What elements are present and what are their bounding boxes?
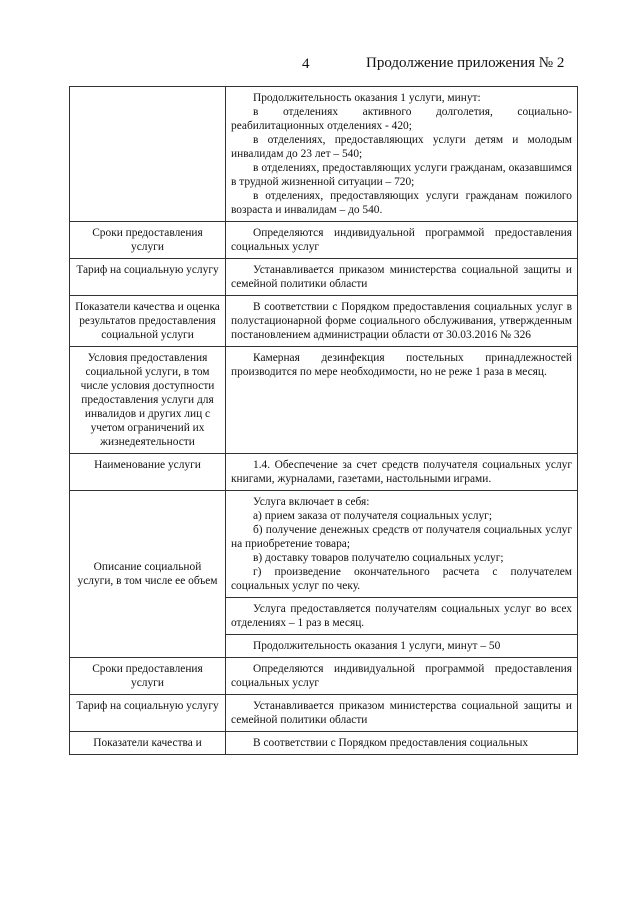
row-label-cell: Тариф на социальную услугу [70, 259, 226, 296]
table-row [70, 259, 578, 296]
table-row [70, 695, 578, 732]
row-label-cell: Наименование услуги [70, 454, 226, 491]
row-value-text: В соответствии с Порядком предоставления социальных [253, 737, 529, 749]
duration-short-text: Продолжительность оказания 1 услуги, минут – 50 [253, 640, 501, 652]
table-row [70, 454, 578, 491]
row-value-text: Устанавливается приказом министерства социальной защиты и семейной политики области [231, 700, 572, 726]
frequency-cell [226, 598, 578, 635]
row-label-cell [70, 87, 226, 222]
description-line: г) произведение окончательного расчета с получателем социальных услуг по чеку. [231, 566, 572, 592]
table-row [70, 658, 578, 695]
service-name-text: 1.4. Обеспечение за счет средств получателя социальных услуг книгами, журналами, газетами, настольными играми. [231, 459, 572, 485]
page-number: 4 [302, 56, 310, 72]
table-row [70, 87, 578, 222]
table-row [70, 347, 578, 454]
description-line: б) получение денежных средств от получателя социальных услуг на приобретение товара; [231, 524, 572, 550]
row-value-cell [226, 222, 578, 259]
row-value-cell [226, 296, 578, 347]
table-row [70, 222, 578, 259]
row-value-text: Камерная дезинфекция постельных принадлежностей производится по мере необходимости, но не реже 1 раза в месяц. [231, 352, 572, 378]
page-header-title: Продолжение приложения № 2 [366, 55, 565, 71]
duration-short-cell [226, 635, 578, 658]
description-line: Услуга включает в себя: [253, 496, 370, 508]
row-value-text: В соответствии с Порядком предоставления социальных услуг в полустационарной форме социального обслуживания, утвержденным постановлением администрации области от 30.03.2016 № 326 [231, 301, 572, 341]
row-value-text: Определяются индивидуальной программой предоставления социальных услуг [231, 227, 572, 253]
services-table [69, 86, 578, 755]
row-label-cell: Сроки предоставления услуги [70, 658, 226, 695]
row-value-cell [226, 695, 578, 732]
row-value-text: Устанавливается приказом министерства социальной защиты и семейной политики области [231, 264, 572, 290]
duration-heading: Продолжительность оказания 1 услуги, минут: [253, 92, 481, 104]
table-row [70, 732, 578, 755]
duration-cell [226, 87, 578, 222]
row-label-cell: Условия предоставления социальной услуги, в том числе условия доступности предоставления услуги для инвалидов и других лиц с учетом ограничений их жизнедеятельности [70, 347, 226, 454]
row-label-cell: Описание социальной услуги, в том числе ее объем [70, 491, 226, 658]
description-line: в) доставку товаров получателю социальных услуг; [253, 552, 504, 564]
frequency-text: Услуга предоставляется получателям социальных услуг во всех отделениях – 1 раз в месяц. [231, 603, 572, 629]
duration-item: в отделениях, предоставляющих услуги гражданам, оказавшимся в трудной жизненной ситуации – 720; [231, 162, 572, 188]
row-label-cell: Показатели качества и оценка результатов предоставления социальной услуги [70, 296, 226, 347]
row-label-cell: Сроки предоставления услуги [70, 222, 226, 259]
row-value-cell [226, 732, 578, 755]
row-label-cell: Показатели качества и [70, 732, 226, 755]
row-value-cell [226, 259, 578, 296]
row-value-cell [226, 658, 578, 695]
table-row [70, 491, 578, 598]
duration-item: в отделениях активного долголетия, социально-реабилитационных отделениях - 420; [231, 106, 572, 132]
duration-item: в отделениях, предоставляющих услуги гражданам пожилого возраста и инвалидам – до 540. [231, 190, 572, 216]
description-line: а) прием заказа от получателя социальных услуг; [253, 510, 492, 522]
row-label-cell: Тариф на социальную услугу [70, 695, 226, 732]
duration-item: в отделениях, предоставляющих услуги детям и молодым инвалидам до 23 лет – 540; [231, 134, 572, 160]
row-value-cell [226, 347, 578, 454]
row-value-text: Определяются индивидуальной программой предоставления социальных услуг [231, 663, 572, 689]
row-value-cell [226, 454, 578, 491]
description-cell [226, 491, 578, 598]
table-row [70, 296, 578, 347]
